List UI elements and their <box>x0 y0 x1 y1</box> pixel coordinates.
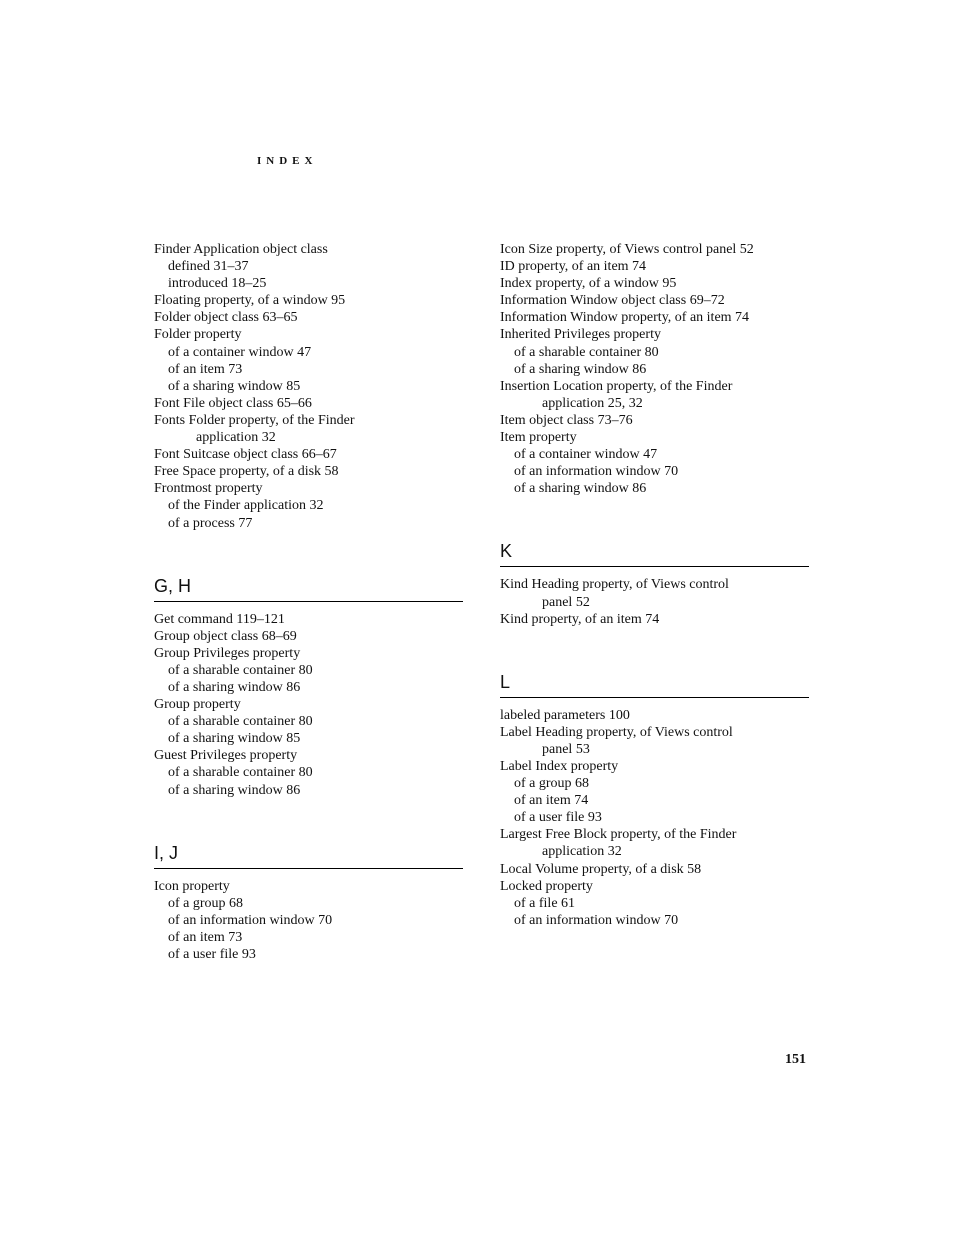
sections <box>500 540 810 929</box>
index-entry: Frontmost property <box>154 481 263 497</box>
section-heading: I, J <box>154 842 463 869</box>
index-subentry: of an information window 70 <box>514 464 679 480</box>
section-entries <box>154 878 464 963</box>
index-subentry: of a file 61 <box>514 895 576 911</box>
index-subentry: defined 31–37 <box>168 259 249 275</box>
index-entry: Item property <box>500 430 577 446</box>
index-subentry: of a sharable container 80 <box>168 765 313 781</box>
index-entry-continuation: application 25, 32 <box>542 395 643 411</box>
section-heading: G, H <box>154 575 463 602</box>
index-subentry: of an item 73 <box>168 361 243 377</box>
index-entry: Icon Size property, of Views control panel 52 <box>500 242 754 257</box>
index-section <box>500 540 810 627</box>
index-subentry: of a sharable container 80 <box>168 714 313 730</box>
index-entry: Largest Free Block property, of the Finder <box>500 827 737 843</box>
index-subentry: of a sharing window 86 <box>514 361 647 377</box>
index-entry: Folder object class 63–65 <box>154 310 298 326</box>
index-entry: Font Suitcase object class 66–67 <box>154 447 337 463</box>
index-entry-continuation: application 32 <box>542 844 622 860</box>
index-section <box>154 575 464 799</box>
index-subentry: of a sharable container 80 <box>168 662 313 678</box>
index-subentry: of a container window 47 <box>168 344 312 360</box>
index-subentry: of a sharing window 86 <box>168 679 301 695</box>
index-entry: Kind Heading property, of Views control <box>500 577 729 593</box>
index-subentry: of a sharing window 86 <box>514 481 647 497</box>
section-heading: K <box>500 540 809 567</box>
index-entry: Finder Application object class <box>154 242 328 257</box>
index-entry: ID property, of an item 74 <box>500 259 647 275</box>
index-subentry: of an item 74 <box>514 793 589 809</box>
index-entry-continuation: panel 52 <box>542 594 590 610</box>
index-entry: Get command 119–121 <box>154 611 285 627</box>
index-entry: Icon property <box>154 878 230 894</box>
index-subentry: of the Finder application 32 <box>168 498 324 514</box>
index-entry: Label Heading property, of Views control <box>500 724 733 740</box>
index-column-left <box>154 241 464 963</box>
index-column-right <box>500 241 810 929</box>
intro-entries <box>154 241 464 532</box>
index-subentry: of a sharable container 80 <box>514 344 659 360</box>
index-entry: Fonts Folder property, of the Finder <box>154 412 355 428</box>
index-section <box>154 842 464 963</box>
index-entry: Information Window object class 69–72 <box>500 293 725 309</box>
index-subentry: of a process 77 <box>168 515 253 531</box>
index-entry: Local Volume property, of a disk 58 <box>500 861 702 877</box>
index-subentry: of an information window 70 <box>168 912 333 928</box>
index-entry: Information Window property, of an item 74 <box>500 310 750 326</box>
index-entry: Item object class 73–76 <box>500 412 633 428</box>
index-entry: Kind property, of an item 74 <box>500 611 660 627</box>
index-entry: Group object class 68–69 <box>154 628 297 644</box>
section-entries <box>500 707 810 929</box>
index-subentry: of a sharing window 85 <box>168 731 301 747</box>
index-entry: labeled parameters 100 <box>500 707 630 723</box>
index-entry: Guest Privileges property <box>154 748 298 764</box>
index-entry: Floating property, of a window 95 <box>154 293 346 309</box>
section-entries <box>154 611 464 799</box>
index-subentry: of a sharing window 86 <box>168 782 301 798</box>
index-entry: Label Index property <box>500 758 619 774</box>
index-subentry: of a user file 93 <box>514 810 602 826</box>
index-entry: Inherited Privileges property <box>500 327 661 343</box>
sections <box>154 575 464 964</box>
section-entries <box>500 576 810 627</box>
index-entry: Group Privileges property <box>154 645 301 661</box>
index-entry: Locked property <box>500 878 593 894</box>
intro-entries <box>500 241 810 497</box>
index-subentry: of a user file 93 <box>168 947 256 962</box>
index-entry: Free Space property, of a disk 58 <box>154 464 339 480</box>
index-subentry: of an item 73 <box>168 929 243 945</box>
index-subentry: introduced 18–25 <box>168 276 267 292</box>
section-heading: L <box>500 671 809 698</box>
index-subentry: of a group 68 <box>514 776 590 792</box>
index-subentry: of an information window 70 <box>514 912 679 928</box>
index-entry: Folder property <box>154 327 242 343</box>
index-section <box>500 671 810 929</box>
index-subentry: of a container window 47 <box>514 447 658 463</box>
index-entry: Group property <box>154 697 241 713</box>
page-number: 151 <box>785 1052 806 1067</box>
index-entry: Font File object class 65–66 <box>154 395 312 411</box>
index-entry: Index property, of a window 95 <box>500 276 677 292</box>
index-entry: Insertion Location property, of the Finder <box>500 378 733 394</box>
running-head: INDEX <box>257 155 318 167</box>
index-subentry: of a group 68 <box>168 895 244 911</box>
index-subentry: of a sharing window 85 <box>168 378 301 394</box>
index-entry-continuation: application 32 <box>196 430 276 446</box>
index-entry-continuation: panel 53 <box>542 741 590 757</box>
